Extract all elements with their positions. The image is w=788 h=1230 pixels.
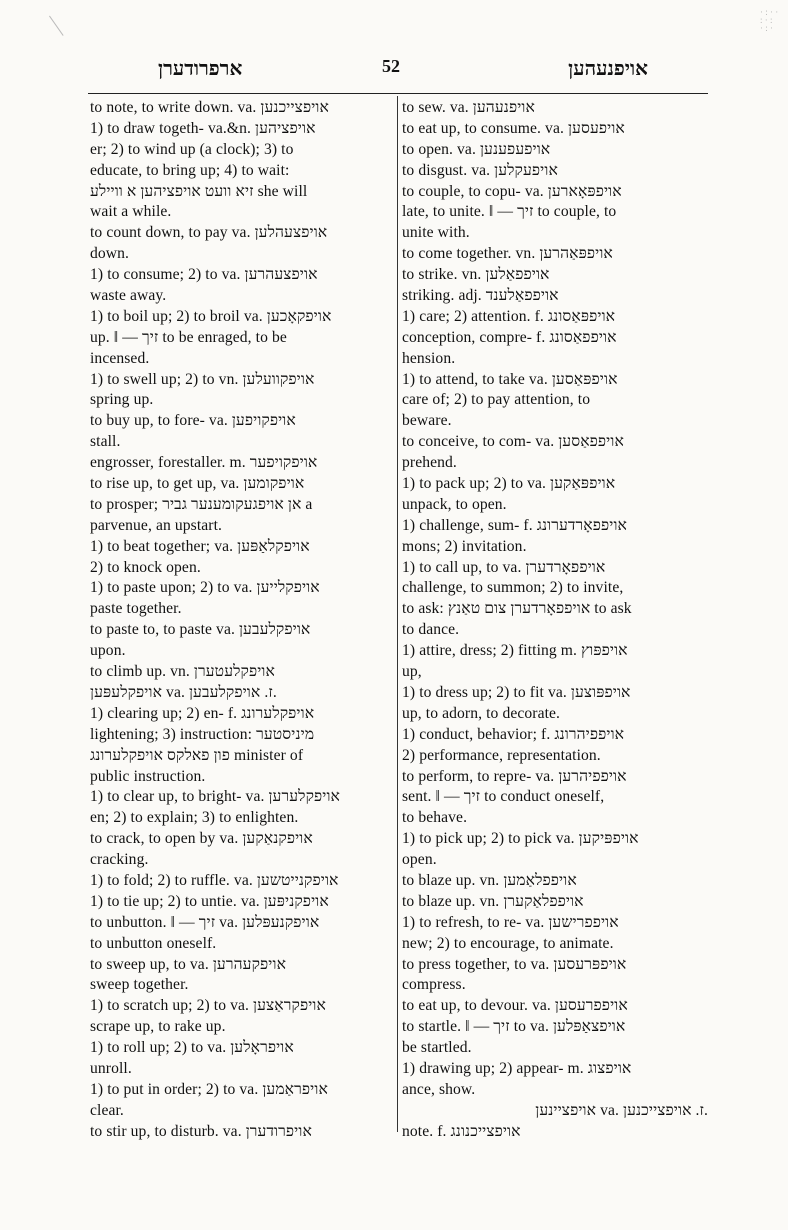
dictionary-line: challenge, to summon; 2) to invite,	[402, 579, 624, 597]
dictionary-line: stall.	[90, 433, 121, 451]
dictionary-line: care of; 2) to pay attention, to	[402, 391, 591, 409]
dictionary-line: 1) to attend, to take va. אויפפּאַסען	[402, 370, 618, 388]
dictionary-line: compress.	[402, 976, 466, 994]
dictionary-line: unroll.	[90, 1059, 132, 1077]
dictionary-line: 1) to paste upon; 2) to va. אויפקלייען	[90, 579, 320, 597]
dictionary-line: 1) to refresh, to re- va. אויפפרישען	[402, 913, 619, 931]
dictionary-line: אויפקלעפּען va. ז. אויפקלעבען.	[90, 683, 277, 701]
dictionary-line: public instruction.	[90, 767, 206, 785]
dictionary-line: 1) drawing up; 2) appear- m. אויפצוג	[402, 1059, 632, 1077]
dictionary-line: incensed.	[90, 349, 150, 367]
column-divider	[397, 96, 398, 1132]
dictionary-line: new; 2) to encourage, to animate.	[402, 934, 614, 952]
dictionary-line: 2) performance, representation.	[402, 746, 601, 764]
dictionary-line: mons; 2) invitation.	[402, 537, 527, 555]
dictionary-line: to sweep up, to va. אויפקעהרען	[90, 955, 287, 973]
dictionary-line: parvenue, an upstart.	[90, 516, 222, 534]
dictionary-line: 1) to boil up; 2) to broil va. אויפקאָכען	[90, 307, 332, 325]
dictionary-line: upon.	[90, 642, 126, 660]
dictionary-line: to paste to, to paste va. אויפקלעבען	[90, 621, 311, 639]
dictionary-line: 1) to clear up, to bright- va. אויפקלערען	[90, 788, 341, 806]
paper-speck: · : · · : · : · : ·	[760, 7, 779, 33]
dictionary-line: to behave.	[402, 809, 468, 827]
dictionary-line: to prosper; אן אויפגעקומענער גביר a	[90, 495, 313, 513]
dictionary-line: 1) to put in order; 2) to va. אויפראַמען	[90, 1080, 328, 1098]
dictionary-line: 1) to swell up; 2) to vn. אויפקוועלען	[90, 370, 315, 388]
dictionary-line: spring up.	[90, 391, 154, 409]
dictionary-line: unpack, to open.	[402, 495, 507, 513]
dictionary-line: to count down, to pay va. אויפצעהלען	[90, 224, 328, 242]
dictionary-line: to couple, to copu- va. אויפפּאָארען	[402, 182, 622, 200]
dictionary-line: פון פאלקס אויפקלערונג minister of	[90, 746, 304, 764]
page-number: 52	[382, 56, 400, 76]
page-header	[88, 58, 708, 92]
dictionary-line: to startle. ‖ — זיך to va. אויפצאַפּלען	[402, 1018, 626, 1036]
dictionary-line: unite with.	[402, 224, 470, 242]
dictionary-line: wait a while.	[90, 203, 172, 221]
dictionary-line: to eat up, to devour. va. אויפפרעסען	[402, 997, 628, 1015]
dictionary-line: up,	[402, 663, 422, 681]
header-right-guide-word: אויפנעהען	[568, 58, 648, 80]
dictionary-line: 1) to dress up; 2) to fit va. אויפפּוצען	[402, 683, 631, 701]
dictionary-line: note. f. אויפצייכנונג	[402, 1122, 521, 1140]
dictionary-line: 1) to tie up; 2) to untie. va. אויפקניפּען	[90, 892, 329, 910]
dictionary-line: to unbutton. ‖ — זיך va. אויפקנעפּלען	[90, 913, 320, 931]
dictionary-line: to come together. vn. אויפפּאַהרען	[402, 245, 613, 263]
header-rule	[88, 93, 708, 94]
dictionary-line: 1) to pack up; 2) to va. אויפפּאַקען	[402, 475, 616, 493]
dictionary-line: 1) to pick up; 2) to pick va. אויפפּיקען	[402, 830, 639, 848]
dictionary-line: 1) to scratch up; 2) to va. אויפקראַצען	[90, 997, 326, 1015]
dictionary-line: to strike. vn. אויפפאַלען	[402, 266, 550, 284]
dictionary-line: 1) to beat together; va. אויפקלאַפּען	[90, 537, 310, 555]
dictionary-line: cracking.	[90, 851, 149, 869]
dictionary-line: 1) clearing up; 2) en- f. אויפקלערונג	[90, 704, 315, 722]
dictionary-line: beware.	[402, 412, 452, 430]
dictionary-line: sweep together.	[90, 976, 189, 994]
dictionary-line: to buy up, to fore- va. אויפקויפען	[90, 412, 296, 430]
dictionary-line: זיא וועט אויפציהען א וויילע she will	[90, 182, 308, 200]
dictionary-line: to ask: אויפפאָרדערן צום טאַנץ to ask	[402, 600, 632, 618]
dictionary-line: to blaze up. vn. אויפפלאַמען	[402, 871, 577, 889]
paper-scratch	[49, 4, 80, 36]
dictionary-line: lightening; 3) instruction: מיניסטער	[90, 725, 315, 743]
dictionary-line: to dance.	[402, 621, 460, 639]
dictionary-line: waste away.	[90, 287, 167, 305]
dictionary-line: to climb up. vn. אויפקלעטערן	[90, 663, 275, 681]
dictionary-line: to blaze up. vn. אויפפלאַקערן	[402, 892, 584, 910]
dictionary-line: to crack, to open by va. אויפקנאַקען	[90, 830, 313, 848]
dictionary-line: 1) conduct, behavior; f. אויפפיהרונג	[402, 725, 625, 743]
header-left-guide-word: ארפרודערן	[158, 58, 243, 80]
dictionary-line: ance, show.	[402, 1080, 476, 1098]
dictionary-line: 1) attire, dress; 2) fitting m. אויפפּוץ	[402, 642, 628, 660]
dictionary-line: en; 2) to explain; 3) to enlighten.	[90, 809, 299, 827]
dictionary-line: open.	[402, 851, 437, 869]
dictionary-line: scrape up, to rake up.	[90, 1018, 226, 1036]
dictionary-line: sent. ‖ — זיך to conduct oneself,	[402, 788, 605, 806]
dictionary-line: be startled.	[402, 1039, 472, 1057]
dictionary-line: 1) challenge, sum- f. אויפפאָרדערונג	[402, 516, 627, 534]
dictionary-line: down.	[90, 245, 130, 263]
dictionary-line: educate, to bring up; 4) to wait:	[90, 161, 290, 179]
left-column	[90, 98, 396, 1140]
dictionary-line: to conceive, to com- va. אויפפאַסען	[402, 433, 624, 451]
dictionary-line: to unbutton oneself.	[90, 934, 217, 952]
dictionary-line: 1) to draw togeth- va.&n. אויפציהען	[90, 119, 316, 137]
dictionary-line: paste together.	[90, 600, 182, 618]
dictionary-line: אויפציינען va. ז. אויפצייכנען.	[535, 1101, 708, 1119]
dictionary-line: striking. adj. אויפפאַלענד	[402, 287, 559, 305]
dictionary-line: 1) to call up, to va. אויפפאָרדערן	[402, 558, 606, 576]
dictionary-line: 1) to roll up; 2) to va. אויפראָלען	[90, 1039, 294, 1057]
dictionary-line: up, to adorn, to decorate.	[402, 704, 561, 722]
dictionary-line: 1) care; 2) attention. f. אויפפּאַסונג	[402, 307, 616, 325]
dictionary-line: to disgust. va. אויפעקלען	[402, 161, 558, 179]
dictionary-line: engrosser, forestaller. m. אויפקויפער	[90, 454, 318, 472]
dictionary-line: prehend.	[402, 454, 457, 472]
dictionary-line: 1) to fold; 2) to ruffle. va. אויפקנייטשען	[90, 871, 339, 889]
right-column	[402, 98, 708, 1140]
dictionary-line: to perform, to repre- va. אויפפיהרען	[402, 767, 627, 785]
dictionary-line: to press together, to va. אויפפּרעסען	[402, 955, 627, 973]
dictionary-line: to eat up, to consume. va. אויפעסען	[402, 119, 625, 137]
dictionary-line: 1) to consume; 2) to va. אויפצעהרען	[90, 266, 318, 284]
dictionary-line: to sew. va. אויפנעהען	[402, 99, 535, 116]
dictionary-line: late, to unite. ‖ — זיך to couple, to	[402, 203, 617, 221]
dictionary-line: to open. va. אויפעפענען	[402, 140, 551, 158]
dictionary-line: to note, to write down. va. אויפצייכנען	[90, 99, 329, 116]
dictionary-line: to stir up, to disturb. va. אויפרודערן	[90, 1122, 312, 1140]
dictionary-line: 2) to knock open.	[90, 558, 201, 576]
dictionary-line: clear.	[90, 1101, 124, 1119]
dictionary-line: hension.	[402, 349, 456, 367]
dictionary-line: up. ‖ — זיך to be enraged, to be	[90, 328, 287, 346]
dictionary-line: er; 2) to wind up (a clock); 3) to	[90, 140, 294, 158]
dictionary-line: to rise up, to get up, va. אויפקומען	[90, 475, 305, 493]
dictionary-line: conception, compre- f. אויפפאַסונג	[402, 328, 617, 346]
